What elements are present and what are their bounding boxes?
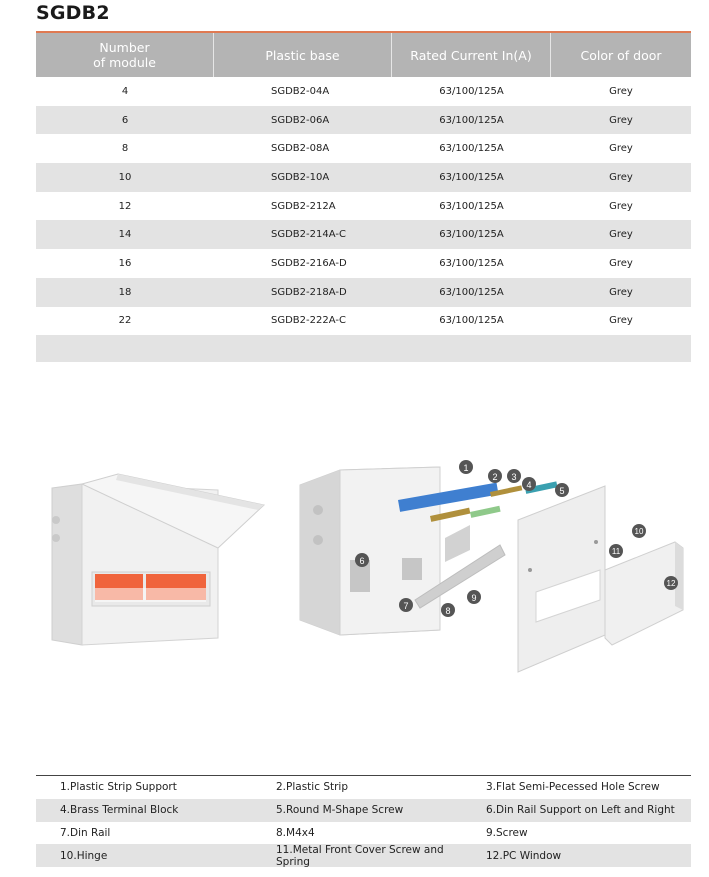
cell-door-color: Grey bbox=[609, 143, 633, 155]
parts-legend-item: 2.Plastic Strip bbox=[276, 781, 348, 794]
cell-rated-current: 63/100/125A bbox=[439, 257, 504, 269]
callout-9-text: 9 bbox=[471, 593, 477, 603]
header-color-of-door: Color of door bbox=[580, 47, 662, 63]
header-rated-current: Rated Current In(A) bbox=[392, 33, 551, 77]
cell-door-color: Grey bbox=[609, 85, 633, 97]
cell-door-color: Grey bbox=[609, 229, 633, 241]
parts-legend-item: 4.Brass Terminal Block bbox=[60, 804, 179, 817]
exploded-diagram bbox=[0, 450, 709, 690]
cell-modules: 10 bbox=[118, 171, 132, 183]
cell-plastic-base: SGDB2-214A-C bbox=[271, 229, 346, 241]
callout-1 bbox=[459, 460, 473, 474]
spec-table-row bbox=[36, 220, 691, 249]
cell-rated-current: 63/100/125A bbox=[439, 286, 504, 298]
parts-legend-table bbox=[36, 775, 691, 867]
spec-table-row bbox=[36, 307, 691, 336]
cell-modules: 14 bbox=[118, 229, 132, 241]
cell-modules: 12 bbox=[118, 200, 132, 212]
cell-modules: 6 bbox=[121, 114, 129, 126]
cell-rated-current: 63/100/125A bbox=[439, 229, 504, 241]
cell-modules: 22 bbox=[118, 315, 132, 327]
parts-legend-item: 12.PC Window bbox=[486, 849, 562, 862]
callout-8 bbox=[441, 603, 455, 617]
parts-legend-row bbox=[36, 799, 691, 822]
front-cover bbox=[518, 486, 605, 672]
cell-plastic-base: SGDB2-218A-D bbox=[271, 286, 347, 298]
callout-9 bbox=[467, 590, 481, 604]
callout-8-text: 8 bbox=[445, 606, 451, 616]
breaker-row bbox=[95, 574, 206, 602]
spec-table bbox=[36, 31, 691, 362]
spec-table-row bbox=[36, 163, 691, 192]
parts-legend-item: 9.Screw bbox=[486, 826, 528, 839]
spec-table-row bbox=[36, 106, 691, 135]
cell-plastic-base: SGDB2-216A-D bbox=[271, 257, 347, 269]
callout-6-text: 6 bbox=[359, 556, 365, 566]
cell-rated-current: 63/100/125A bbox=[439, 315, 504, 327]
cell-door-color: Grey bbox=[609, 200, 633, 212]
parts-legend-item: 10.Hinge bbox=[60, 849, 108, 862]
cell-door-color: Grey bbox=[609, 114, 633, 126]
callout-5 bbox=[555, 483, 569, 497]
spec-table-body bbox=[36, 77, 691, 335]
parts-legend-item: 8.M4x4 bbox=[276, 826, 315, 839]
cell-plastic-base: SGDB2-04A bbox=[271, 85, 330, 97]
header-number-of-module-text: Number of module bbox=[93, 40, 156, 70]
parts-legend-row bbox=[36, 776, 691, 799]
assembled-distribution-board bbox=[52, 474, 264, 645]
spec-table-row bbox=[36, 278, 691, 307]
spec-table-row bbox=[36, 77, 691, 106]
cell-plastic-base: SGDB2-06A bbox=[271, 114, 330, 126]
cell-rated-current: 63/100/125A bbox=[439, 171, 504, 183]
spec-table-header bbox=[36, 33, 691, 77]
cell-modules: 4 bbox=[121, 85, 129, 97]
callout-4-text: 4 bbox=[526, 480, 532, 490]
cell-door-color: Grey bbox=[609, 315, 633, 327]
cell-rated-current: 63/100/125A bbox=[439, 85, 504, 97]
parts-legend-row bbox=[36, 822, 691, 845]
parts-legend-item: 1.Plastic Strip Support bbox=[60, 781, 177, 794]
cell-rated-current: 63/100/125A bbox=[439, 200, 504, 212]
callout-2 bbox=[488, 469, 502, 483]
cell-rated-current: 63/100/125A bbox=[439, 114, 504, 126]
cell-plastic-base: SGDB2-08A bbox=[271, 143, 330, 155]
spec-table-row bbox=[36, 192, 691, 221]
cell-plastic-base: SGDB2-10A bbox=[271, 171, 330, 183]
callout-12-text: 12 bbox=[666, 579, 676, 588]
page-title: SGDB2 bbox=[36, 2, 110, 24]
callout-11 bbox=[609, 544, 623, 558]
callout-11-text: 11 bbox=[611, 547, 621, 556]
callout-3-text: 3 bbox=[511, 472, 517, 482]
header-number-of-module bbox=[36, 33, 214, 77]
callout-10 bbox=[632, 524, 646, 538]
callout-7-text: 7 bbox=[403, 601, 409, 611]
callout-3 bbox=[507, 469, 521, 483]
callout-2-text: 2 bbox=[492, 472, 498, 482]
parts-legend-item: 6.Din Rail Support on Left and Right bbox=[486, 804, 675, 817]
cell-rated-current: 63/100/125A bbox=[439, 143, 504, 155]
cell-door-color: Grey bbox=[609, 286, 633, 298]
callout-7 bbox=[399, 598, 413, 612]
cell-plastic-base: SGDB2-222A-C bbox=[271, 315, 346, 327]
parts-legend-item: 7.Din Rail bbox=[60, 826, 111, 839]
cell-modules: 16 bbox=[118, 257, 132, 269]
callout-1-text: 1 bbox=[463, 463, 469, 473]
cell-modules: 18 bbox=[118, 286, 132, 298]
callout-6 bbox=[355, 553, 369, 567]
spec-table-row bbox=[36, 249, 691, 278]
callout-12 bbox=[664, 576, 678, 590]
spec-table-row bbox=[36, 134, 691, 163]
callout-4 bbox=[522, 477, 536, 491]
cell-door-color: Grey bbox=[609, 171, 633, 183]
cell-door-color: Grey bbox=[609, 257, 633, 269]
parts-legend-item: 11.Metal Front Cover Screw and Spring bbox=[276, 843, 444, 868]
cell-modules: 8 bbox=[121, 143, 129, 155]
cell-plastic-base: SGDB2-212A bbox=[271, 200, 336, 212]
parts-legend-item: 3.Flat Semi-Pecessed Hole Screw bbox=[486, 781, 660, 794]
callout-10-text: 10 bbox=[634, 527, 644, 536]
callout-5-text: 5 bbox=[559, 486, 565, 496]
header-plastic-base: Plastic base bbox=[214, 33, 392, 77]
spec-table-empty-row bbox=[36, 335, 691, 362]
parts-legend-item: 5.Round M-Shape Screw bbox=[276, 804, 404, 817]
parts-legend-row bbox=[36, 844, 691, 867]
